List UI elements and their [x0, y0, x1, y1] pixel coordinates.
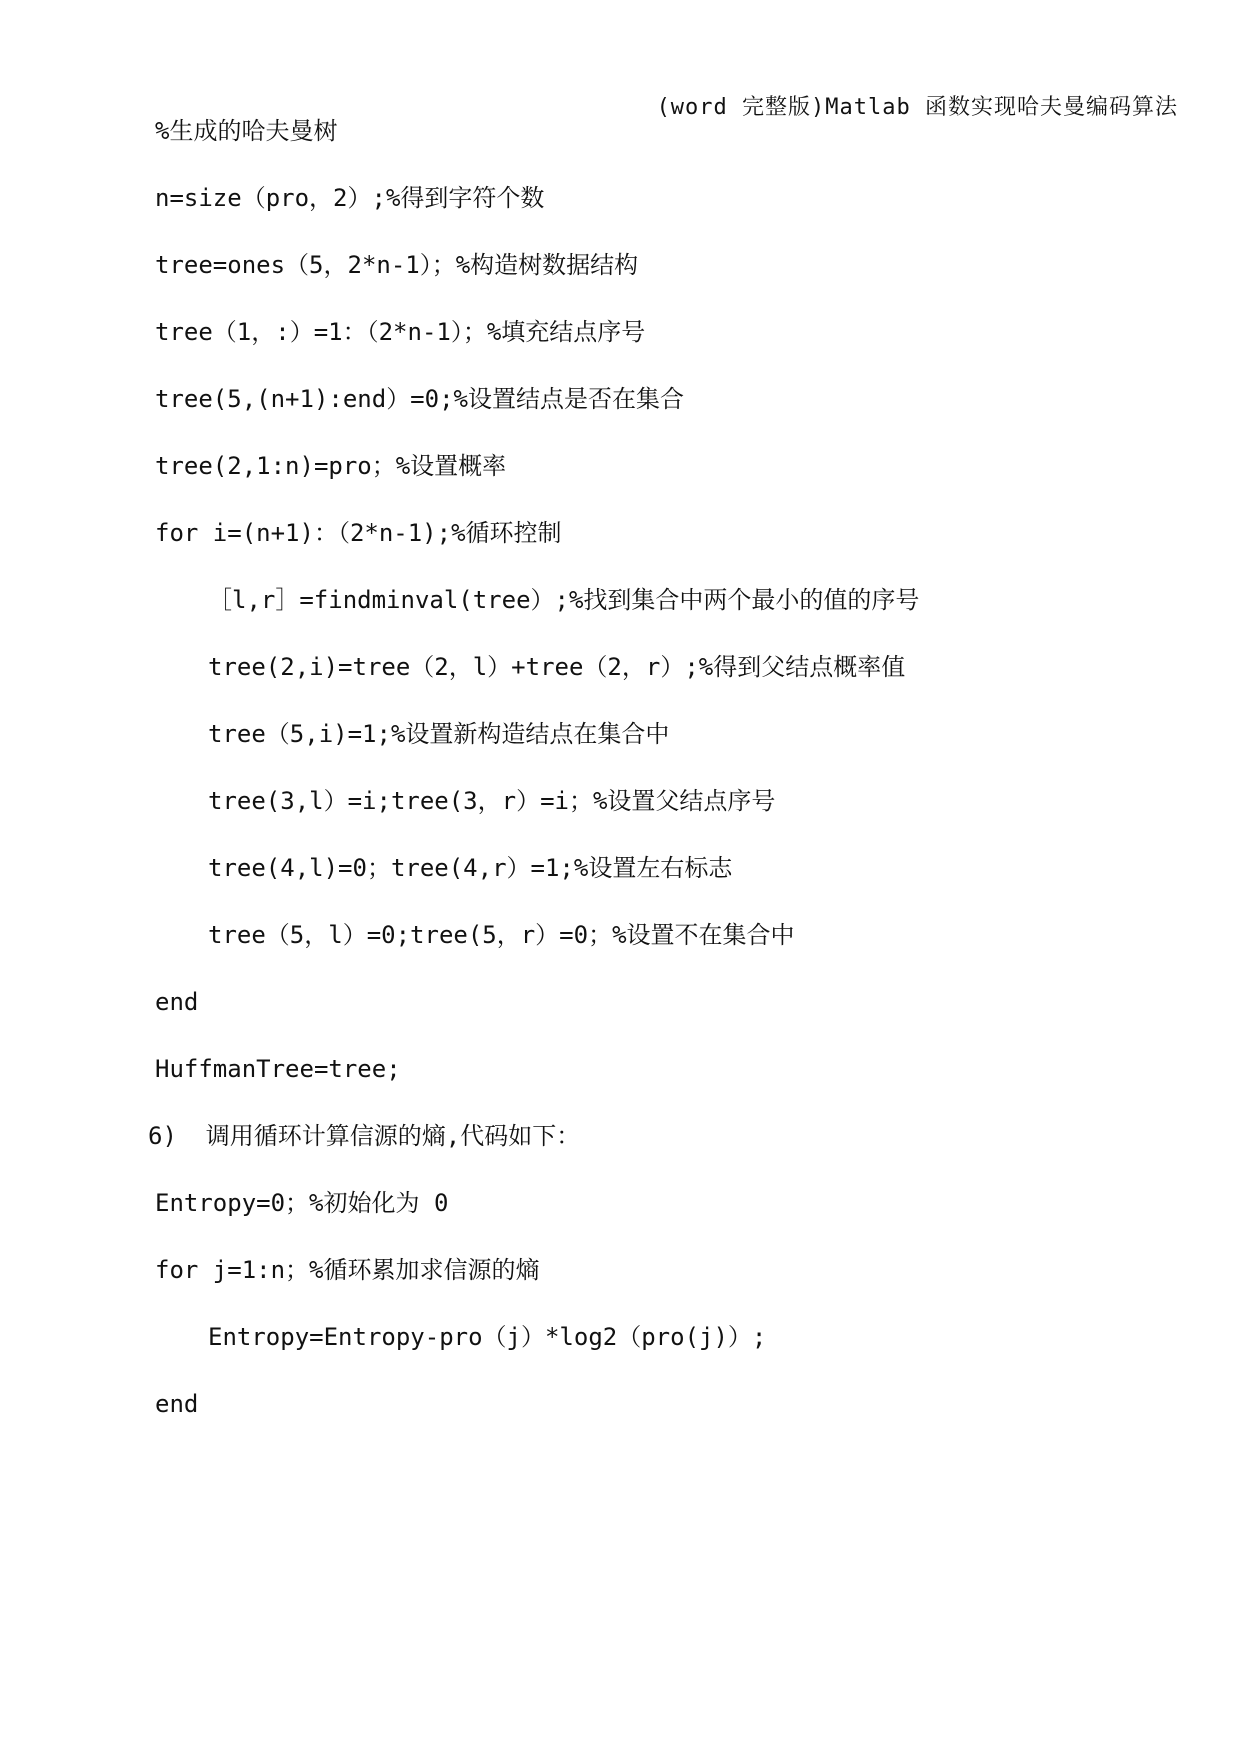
- code-line: tree(2,1:n)=pro；%设置概率: [155, 452, 507, 480]
- code-line-end: end: [155, 1390, 199, 1418]
- code-line-for: for j=1:n；%循环累加求信源的熵: [155, 1256, 540, 1284]
- code-line-indented: Entropy=Entropy-pro（j）*log2（pro(j)）;: [208, 1323, 767, 1351]
- code-line: tree=ones（5，2*n-1）；%构造树数据结构: [155, 251, 639, 279]
- code-line-indented: tree（5,i)=1;%设置新构造结点在集合中: [208, 720, 670, 748]
- code-line: tree（1，:）=1：（2*n-1）；%填充结点序号: [155, 318, 646, 346]
- code-line: Entropy=0；%初始化为 0: [155, 1189, 449, 1217]
- code-line-indented: ［l,r］=findminval(tree）;%找到集合中两个最小的值的序号: [208, 586, 920, 614]
- code-line-indented: tree（5，l）=0;tree(5，r）=0；%设置不在集合中: [208, 921, 795, 949]
- code-line: HuffmanTree=tree;: [155, 1055, 401, 1083]
- code-line-indented: tree(4,l)=0；tree(4,r）=1;%设置左右标志: [208, 854, 733, 882]
- code-line-indented: tree(2,i)=tree（2，l）+tree（2，r）;%得到父结点概率值: [208, 653, 906, 681]
- page-header: (word 完整版)Matlab 函数实现哈夫曼编码算法: [656, 95, 1178, 120]
- code-line: n=size（pro，2）;%得到字符个数: [155, 184, 545, 212]
- code-line-indented: tree(3,l）=i;tree(3，r）=i；%设置父结点序号: [208, 787, 776, 815]
- code-comment-line: %生成的哈夫曼树: [155, 117, 338, 145]
- code-line: tree(5,(n+1):end）=0;%设置结点是否在集合: [155, 385, 684, 413]
- code-line-end: end: [155, 988, 199, 1016]
- code-line-for: for i=(n+1)：（2*n-1);%循环控制: [155, 519, 562, 547]
- numbered-item: 6) 调用循环计算信源的熵,代码如下：: [148, 1122, 581, 1150]
